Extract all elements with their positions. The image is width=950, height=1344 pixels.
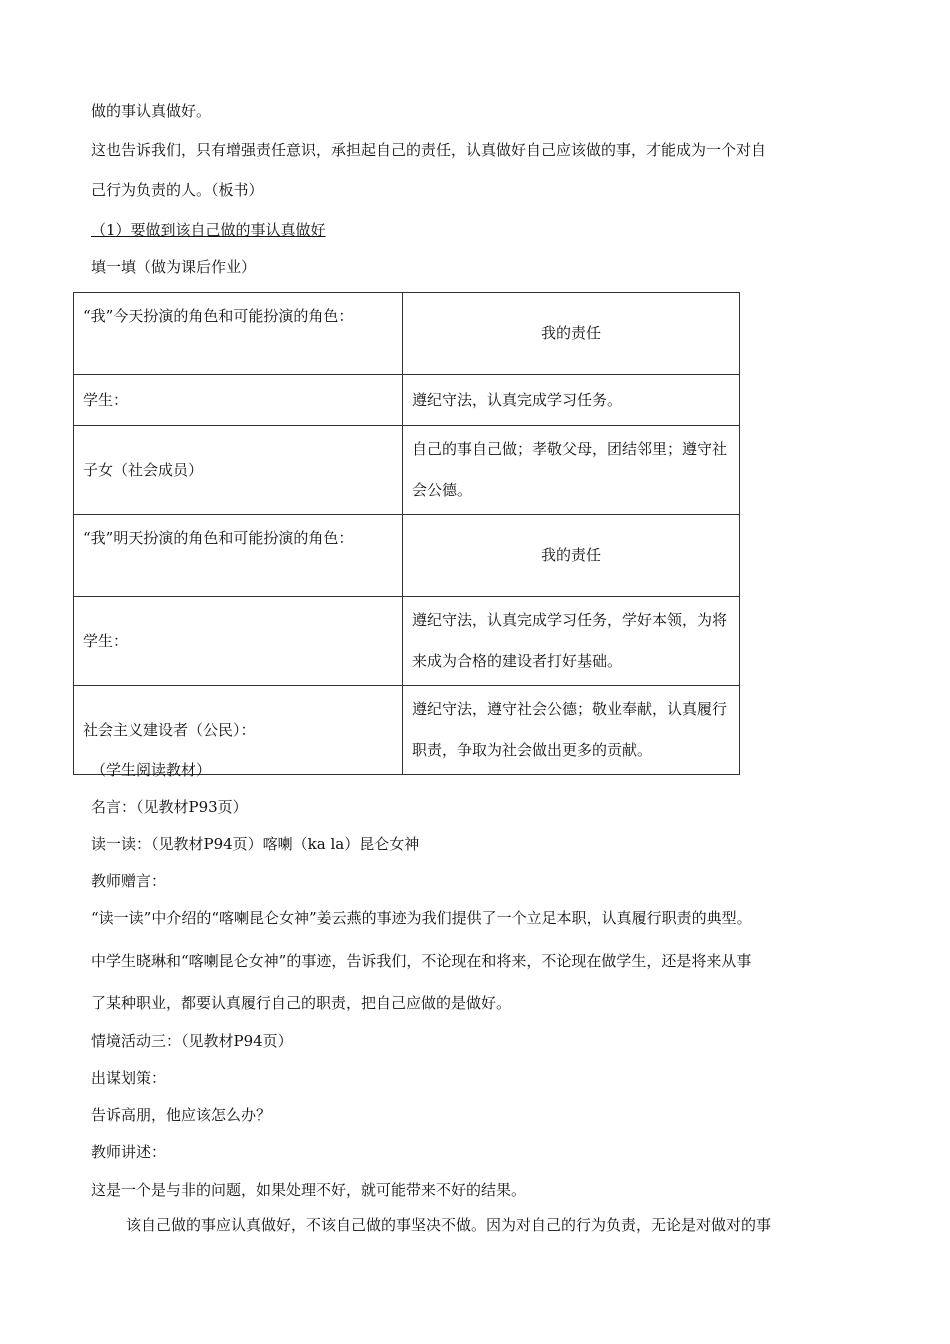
- duty-cell: 遵纪守法，遵守社会公德；敬业奉献，认真履行职责，争取为社会做出更多的贡献。: [403, 686, 740, 775]
- table-row: [74, 515, 740, 597]
- paragraph-line: 读一读：（见教材P94页）喀喇（ka la）昆仑女神: [91, 835, 420, 853]
- paragraph-line: 告诉高朋，他应该怎么办？: [91, 1106, 272, 1124]
- duty-cell: 自己的事自己做；孝敬父母，团结邻里；遵守社会公德。: [403, 426, 740, 515]
- paragraph-line: “读一读”中介绍的“喀喇昆仑女神”姜云燕的事迹为我们提供了一个立足本职，认真履行职责的典型。: [91, 909, 752, 927]
- duty-cell: 遵纪守法，认真完成学习任务。: [403, 375, 740, 426]
- role-cell: 社会主义建设者（公民）：: [74, 686, 403, 775]
- paragraph-line: 了某种职业，都要认真履行自己的职责，把自己应做的是做好。: [91, 994, 512, 1012]
- table-row: [74, 375, 740, 426]
- table-row: [74, 426, 740, 515]
- section-heading: （1）要做到该自己做的事认真做好: [91, 221, 326, 239]
- responsibility-table: [73, 292, 740, 775]
- role-cell: “我”今天扮演的角色和可能扮演的角色：: [74, 293, 403, 375]
- paragraph-line: 做的事认真做好。: [91, 102, 212, 120]
- role-cell: “我”明天扮演的角色和可能扮演的角色：: [74, 515, 403, 597]
- duty-cell: 遵纪守法，认真完成学习任务，学好本领，为将来成为合格的建设者打好基础。: [403, 597, 740, 686]
- duty-cell: 我的责任: [403, 515, 740, 597]
- paragraph-line: 名言：（见教材P93页）: [91, 798, 248, 816]
- role-cell: 学生：: [74, 375, 403, 426]
- paragraph-line: 这是一个是与非的问题，如果处理不好，就可能带来不好的结果。: [91, 1181, 527, 1199]
- paragraph-line: 填一填（做为课后作业）: [91, 258, 257, 276]
- role-cell: 子女（社会成员）: [74, 426, 403, 515]
- paragraph-line: （学生阅读教材）: [91, 761, 212, 779]
- paragraph-line: 情境活动三：（见教材P94页）: [91, 1032, 293, 1050]
- paragraph-line: 己行为负责的人。（板书）: [91, 181, 264, 199]
- paragraph-line: 教师讲述：: [91, 1143, 167, 1161]
- table-row: [74, 293, 740, 375]
- paragraph-line: 该自己做的事应认真做好，不该自己做的事坚决不做。因为对自己的行为负责，无论是对做对的事: [126, 1216, 772, 1234]
- duty-cell: 我的责任: [403, 293, 740, 375]
- paragraph-line: 中学生晓琳和“喀喇昆仑女神”的事迹，告诉我们，不论现在和将来，不论现在做学生，还是将来从事: [91, 952, 752, 970]
- role-cell: 学生：: [74, 597, 403, 686]
- paragraph-line: 出谋划策：: [91, 1069, 167, 1087]
- paragraph-line: 教师赠言：: [91, 872, 167, 890]
- paragraph-line: 这也告诉我们，只有增强责任意识，承担起自己的责任，认真做好自己应该做的事，才能成为一个对自: [91, 141, 767, 159]
- table-row: [74, 597, 740, 686]
